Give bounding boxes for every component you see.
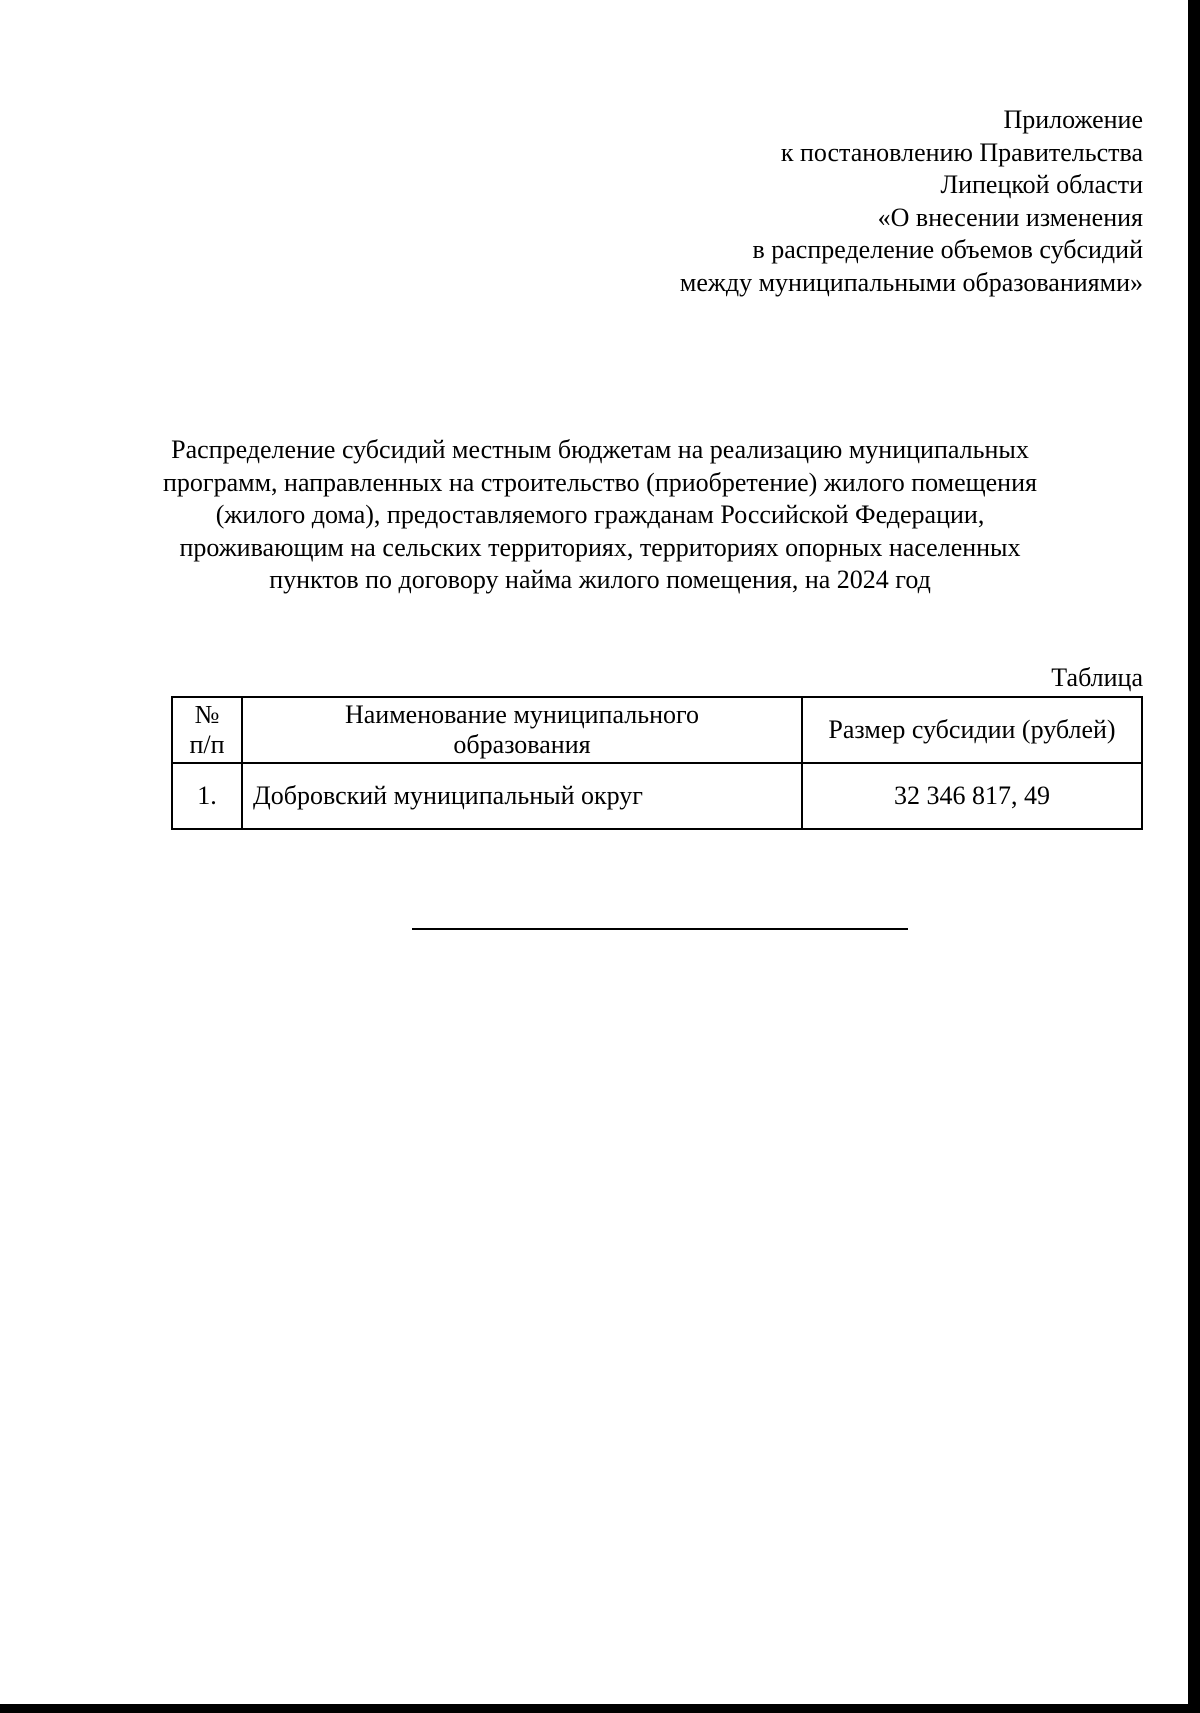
title-line: проживающим на сельских территориях, территориях опорных населенных — [179, 532, 1021, 562]
row-municipality-name: Добровский муниципальный округ — [242, 763, 802, 829]
header-municipality-name — [242, 697, 802, 763]
table-caption: Таблица — [1051, 663, 1143, 692]
title-line: программ, направленных на строительство (приобретение) жилого помещения — [163, 467, 1037, 497]
end-divider — [412, 928, 908, 930]
annex-line: к постановлению Правительства — [780, 137, 1143, 167]
document-title — [150, 434, 1050, 597]
annex-line: Липецкой области — [940, 170, 1143, 200]
annex-line: «О внесении изменения — [877, 202, 1143, 232]
scan-edge-right — [1188, 0, 1200, 1713]
header-number-line1: № — [194, 700, 220, 729]
title-line: пунктов по договору найма жилого помещения, на 2024 год — [269, 565, 931, 595]
header-name-line1: Наименование муниципального — [344, 700, 700, 729]
row-number: 1. — [172, 763, 242, 829]
header-name-line2: образования — [453, 730, 591, 759]
annex-line: между муниципальными образованиями» — [679, 267, 1143, 297]
subsidy-table — [171, 696, 1143, 830]
table-header-row — [172, 697, 1142, 763]
title-line: Распределение субсидий местным бюджетам на реализацию муниципальных — [171, 435, 1029, 464]
annex-block — [680, 104, 1143, 300]
annex-line: в распределение объемов субсидий — [752, 235, 1143, 265]
table-row — [172, 763, 1142, 829]
header-subsidy-size: Размер субсидии (рублей) — [802, 697, 1142, 763]
header-number — [172, 697, 242, 763]
header-number-line2: п/п — [189, 730, 225, 759]
row-subsidy-size: 32 346 817, 49 — [802, 763, 1142, 829]
scan-edge-bottom — [0, 1704, 1200, 1713]
annex-line: Приложение — [1003, 105, 1143, 134]
title-line: (жилого дома), предоставляемого гражданам Российской Федерации, — [215, 500, 985, 530]
